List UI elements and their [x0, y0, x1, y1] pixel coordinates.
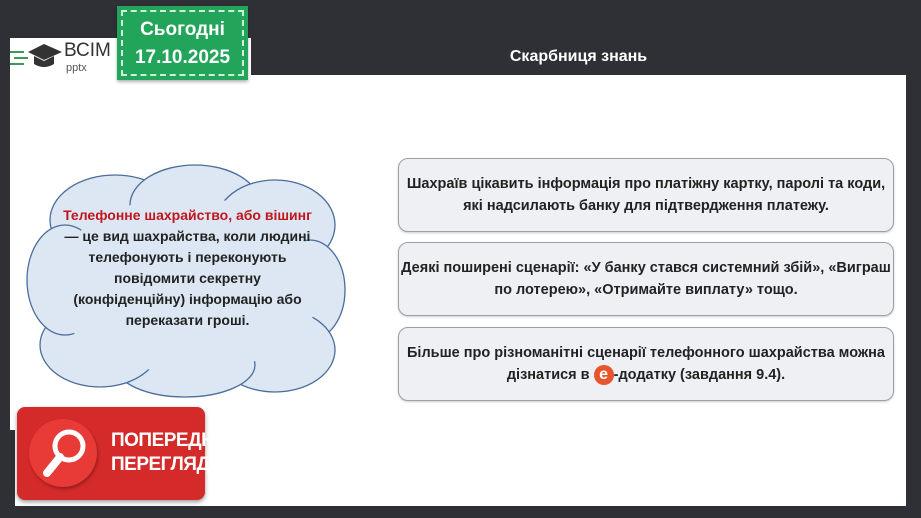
info-box-2: [398, 242, 894, 316]
term: Телефонне шахрайство, або вішинг: [63, 207, 312, 223]
date-value: 17.10.2025: [134, 47, 231, 68]
logo: [8, 38, 113, 74]
info-text: -додатку (завдання 9.4).: [613, 367, 786, 383]
date-badge: [117, 6, 248, 80]
info-box-3: [398, 327, 894, 401]
definition: — це вид шахрайства, коли людині телефонують і переконують повідомити секретну (конфіденційну) інформацію або переказати гроші.: [64, 228, 311, 328]
preview-button[interactable]: [17, 407, 233, 500]
graduation-cap-icon: [8, 38, 64, 74]
preview-line2: ПЕРЕГЛЯД: [111, 454, 210, 475]
logo-sub: pptx: [66, 62, 87, 74]
info-box-1: [398, 158, 894, 232]
page-title: Скарбниця знань: [251, 38, 906, 75]
side-strip: [0, 430, 15, 518]
cloud-definition: [60, 205, 315, 331]
e-addon-icon: e: [594, 365, 614, 385]
magnifier-icon: [29, 419, 97, 487]
info-text: Більше про різноманітні сценарії телефонного шахрайства можна дізнатися в: [407, 345, 885, 383]
logo-brand: ВСІМ: [64, 40, 111, 61]
preview-line1: ПОПЕРЕДНІЙ: [111, 430, 233, 451]
info-text: Деякі поширені сценарії: «У банку стався системний збій», «Виграш по лотерею», «Отримайте виплату» тощо.: [401, 260, 891, 298]
info-text: Шахраїв цікавить інформація про платіжну картку, паролі та коди, які надсилають банку для підтвердження платежу.: [406, 176, 886, 214]
today-label: Сьогодні: [140, 19, 225, 40]
